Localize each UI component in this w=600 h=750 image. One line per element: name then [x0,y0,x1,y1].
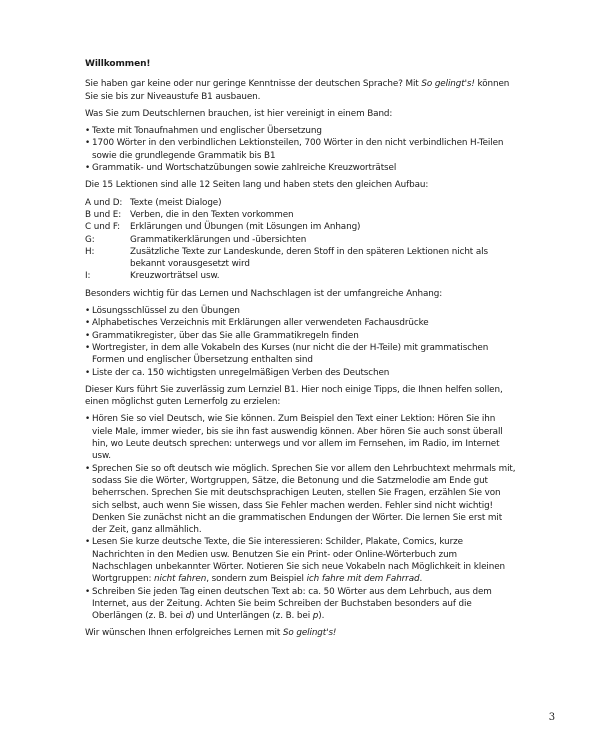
structure-value: Grammatikerklärungen und -übersichten [130,234,307,245]
structure-row [85,246,517,271]
tip-text: Lesen Sie kurze deutsche Texte, die Sie interessieren: Schilder, Plakate, Comics, kurze Nachrichten in den Medien usw. Benutzen Sie ein Print- oder Online-Wörterbuch zum Nachschlagen unbekannter Wörter. Notieren Sie sich neue Vokabeln nach Möglichkeit in kleinen Wortgruppen: [92,537,505,585]
structure-key: H: [85,246,95,257]
example-letter: p [312,611,319,622]
structure-row [85,221,517,233]
structure-intro: Die 15 Lektionen sind alle 12 Seiten lang und haben stets den gleichen Aufbau: [85,180,429,191]
content-intro: Was Sie zum Deutschlernen brauchen, ist hier vereinigt in einem Band: [85,108,393,119]
list-item: • Alphabetisches Verzeichnis mit Erklärungen aller verwendeten Fachausdrücke [85,317,517,329]
list-item: • Liste der ca. 150 wichtigsten unregelmäßigen Verben des Deutschen [85,367,517,379]
closing-text: Wir wünschen Ihnen erfolgreiches Lernen mit [85,628,283,639]
tip-text: Schreiben Sie jeden Tag einen deutschen Text ab: ca. 50 Wörter aus dem Lehrbuch, aus dem Internet, aus der Zeitung. Achten Sie beim Schreiben der Buchstaben besonders auf die Oberlängen (z. B. bei [92,586,492,622]
structure-row [85,270,517,282]
structure-key: G: [85,234,95,245]
list-item: • Texte mit Tonaufnahmen und englischer Übersetzung [85,125,517,137]
list-item: • Wortregister, in dem alle Vokabeln des Kurses (nur nicht die der H-Teile) mit grammatischen Formen und englischer Übersetzung enthalten sind [85,342,517,367]
structure-key: B und E: [85,209,122,220]
document-page [85,58,517,645]
tips-list [85,413,517,622]
tip-text: ) und Unterlängen (z. B. bei [191,611,313,622]
structure-key: I: [85,271,91,282]
closing-paragraph [85,627,517,639]
list-item: • Grammatikregister, über das Sie alle Grammatikregeln finden [85,330,517,342]
appendix-list [85,305,517,379]
structure-value: Erklärungen und Übungen (mit Lösungen im Anhang) [130,222,361,233]
content-list [85,125,517,174]
structure-key: C und F: [85,222,121,233]
structure-row [85,209,517,221]
tip-text: , sondern zum Beispiel [206,574,307,585]
page-number: 3 [548,712,555,723]
structure-value: Kreuzworträtsel usw. [130,271,220,282]
tip-item: • Sprechen Sie so oft deutsch wie möglich. Sprechen Sie vor allem den Lehrbuchtext mehrmals mit, sodass Sie die Wörter, Wortgruppen, Sätze, die Betonung und die Satzmelodie am Ende gut beherrschen. Sprechen Sie mit deutschsprachigen Leuten, stellen Sie Fragen, erzählen Sie von sich selbst, auch wenn Sie wissen, dass Sie Fehler machen werden. Fehler sind nicht wichtig! Denken Sie zunächst nicht an die grammatischen Endungen der Wörter. Die lernen Sie erst mit der Zeit, ganz allmählich. [85,463,517,537]
structure-value: Texte (meist Dialoge) [130,197,222,208]
tip-item: • Hören Sie so viel Deutsch, wie Sie können. Zum Beispiel den Text einer Lektion: Hören Sie ihn viele Male, immer wieder, bis sie ihn fast auswendig können. Aber hören Sie auch sonst überall hin, wo Leute deutsch sprechen: unterwegs und vor allem im Fernsehen, im Radio, im Internet usw. [85,413,517,462]
intro-text-end: können Sie sie bis zur Niveaustufe B1 ausbauen. [85,79,510,102]
tips-intro: Dieser Kurs führt Sie zuverlässig zum Lernziel B1. Hier noch einige Tipps, die Ihnen helfen sollen, einen möglichst guten Lernerfolg zu erzielen: [85,384,503,408]
structure-value: Verben, die in den Texten vorkommen [130,209,294,220]
book-title: So gelingt's! [421,79,475,90]
page-heading: Willkommen! [85,59,151,69]
structure-row [85,234,517,246]
tip-item [85,536,517,585]
book-title: So gelingt's! [282,628,337,639]
structure-key: A und D: [85,197,123,208]
structure-value: Zusätzliche Texte zur Landeskunde, deren Stoff in den späteren Lektionen nicht als bekannt vorausgesetzt wird [130,246,488,270]
intro-text: Sie haben gar keine oder nur geringe Kenntnisse der deutschen Sprache? Mit [85,79,422,90]
example-phrase: ich fahre mit dem Fahrrad [306,574,420,585]
tip-text: ). [318,611,325,622]
tip-item [85,586,517,623]
list-item: • Grammatik- und Wortschatzübungen sowie zahlreiche Kreuzworträtsel [85,162,517,174]
intro-paragraph [85,78,517,103]
structure-row [85,197,517,209]
lesson-structure-table [85,197,517,283]
appendix-intro: Besonders wichtig für das Lernen und Nachschlagen ist der umfangreiche Anhang: [85,288,443,299]
list-item: • 1700 Wörter in den verbindlichen Lektionsteilen, 700 Wörter in den nicht verbindlichen H-Teilen sowie die grundlegende Grammatik bis B1 [85,137,517,162]
example-phrase: nicht fahren [154,574,207,585]
example-letter: d [185,611,192,622]
list-item: • Lösungsschlüssel zu den Übungen [85,305,517,317]
tip-text: . [419,574,423,585]
